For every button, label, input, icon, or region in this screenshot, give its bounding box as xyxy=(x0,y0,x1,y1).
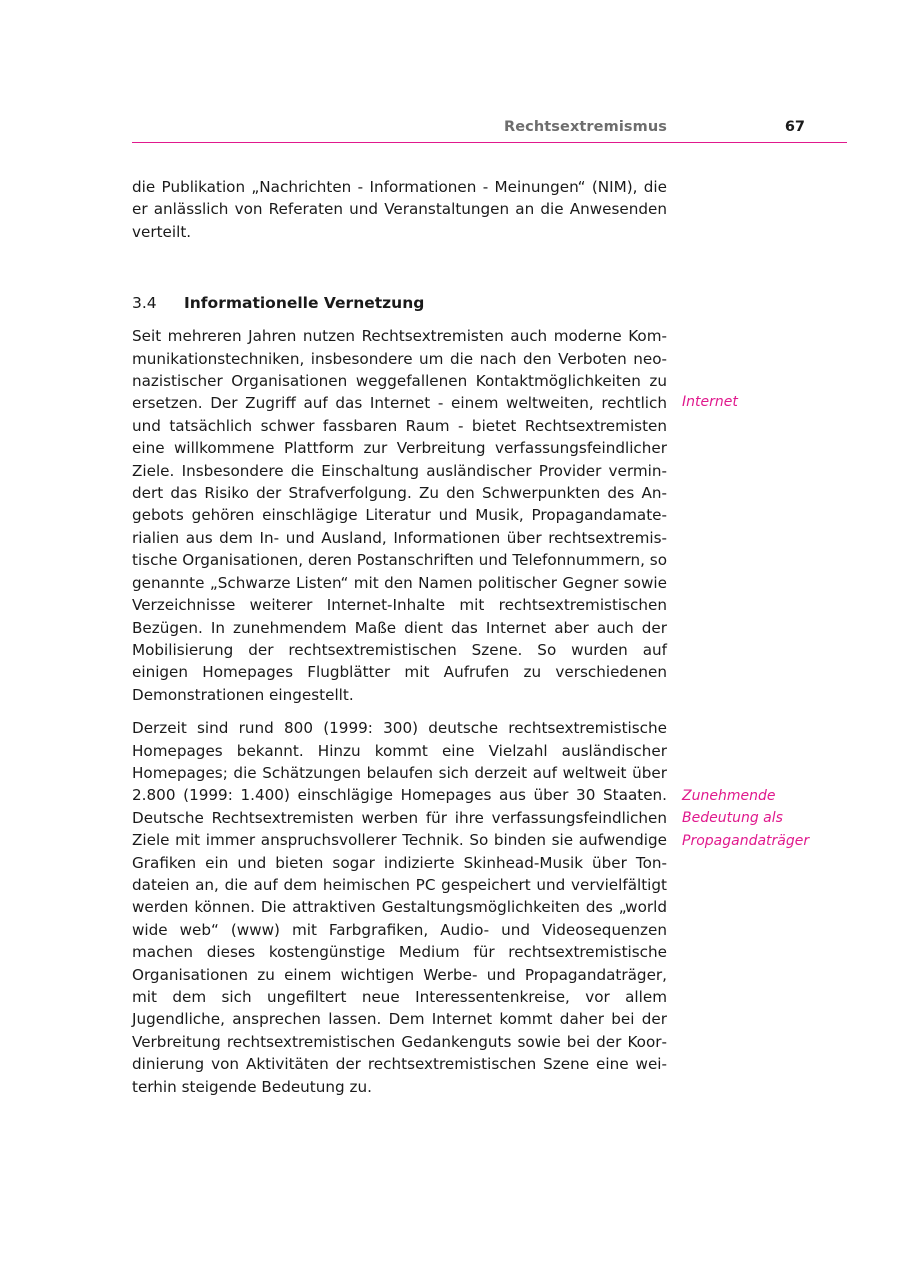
marginal-note-line: Internet xyxy=(682,394,738,410)
section-number: 3.4 xyxy=(132,294,157,313)
running-title: Rechtsextremismus xyxy=(503,119,667,135)
main-text xyxy=(132,176,667,1098)
body-paragraph: Seit mehreren Jahren nutzen Rechtsextremisten auch moderne Kommunikationstechniken, insbesondere um die nach den Verboten neonazistischer Organisationen weggefallenen Kontaktmöglichkeiten zu ersetzen. Der Zugriff auf das Internet - einem weltweiten, rechtlich und tatsächlich schwer fassbaren Raum - bietet Rechtsextremisten eine willkommene Plattform zur Verbreitung verfassungsfeindlicher Ziele. Insbesondere die Einschaltung ausländischer Provider vermindert das Risiko der Strafverfolgung. Zu den Schwerpunkten des Angebots gehören einschlägige Literatur und Musik, Propagandamaterialien aus dem In- und Ausland, Informationen über rechtsextremistische Organisationen, deren Postanschriften und Telefonnummern, so genannte „Schwarze Listen“ mit den Namen politischer Gegner sowie Verzeichnisse weiterer Internet-Inhalte mit rechtsextremistischen Bezügen. In zunehmendem Maße dient das Internet aber auch der Mobilisierung der rechtsextremistischen Szene. So wurden auf einigen Homepages Flugblätter mit Aufrufen zu verschiedenen Demonstrationen eingestellt. xyxy=(132,327,667,704)
marginal-note-line: Bedeutung als xyxy=(682,810,783,827)
intro-paragraph: die Publikation „Nachrichten - Informationen - Meinungen“ (NIM), die er anlässlich von Referaten und Veranstaltungen an die Anwesenden verteilt. xyxy=(132,178,667,241)
marginal-note xyxy=(682,391,852,413)
marginal-note-line: Propagandaträger xyxy=(682,832,810,849)
marginal-note-line: Zunehmende xyxy=(682,788,776,804)
marginal-note xyxy=(682,785,852,852)
section-title: Informationelle Vernetzung xyxy=(184,294,425,313)
body-paragraph: Derzeit sind rund 800 (1999: 300) deutsche rechtsextremistische Homepages bekannt. Hinzu kommt eine Vielzahl ausländischer Homepages; die Schätzungen belaufen sich derzeit auf weltweit über 2.800 (1999: 1.400) einschlägige Homepages aus über 30 Staaten. Deutsche Rechtsextremisten werben für ihre verfassungsfeindlichen Ziele mit immer anspruchsvollerer Technik. So binden sie aufwendige Grafiken ein und bieten sogar indizierte Skinhead-Musik über Tondateien an, die auf dem heimischen PC gespeichert und vervielfältigt werden können. Die attraktiven Gestaltungsmöglichkeiten des „world wide web“ (www) mit Farbgrafiken, Audio- und Videosequenzen machen dieses kostengünstige Medium für rechtsextremistische Organisationen zu einem wichtigen Werbe- und Propagandaträger, mit dem sich ungefiltert neue Interessentenkreise, vor allem Jugendliche, ansprechen lassen. Dem Internet kommt daher bei der Verbreitung rechtsextremistischen Gedankenguts sowie bei der Koordinierung von Aktivitäten der rechtsextremistischen Szene eine weiterhin steigende Bedeutung zu. xyxy=(132,719,667,1096)
page-number: 67 xyxy=(784,119,805,135)
page-header xyxy=(132,116,847,143)
section-heading xyxy=(132,292,667,314)
